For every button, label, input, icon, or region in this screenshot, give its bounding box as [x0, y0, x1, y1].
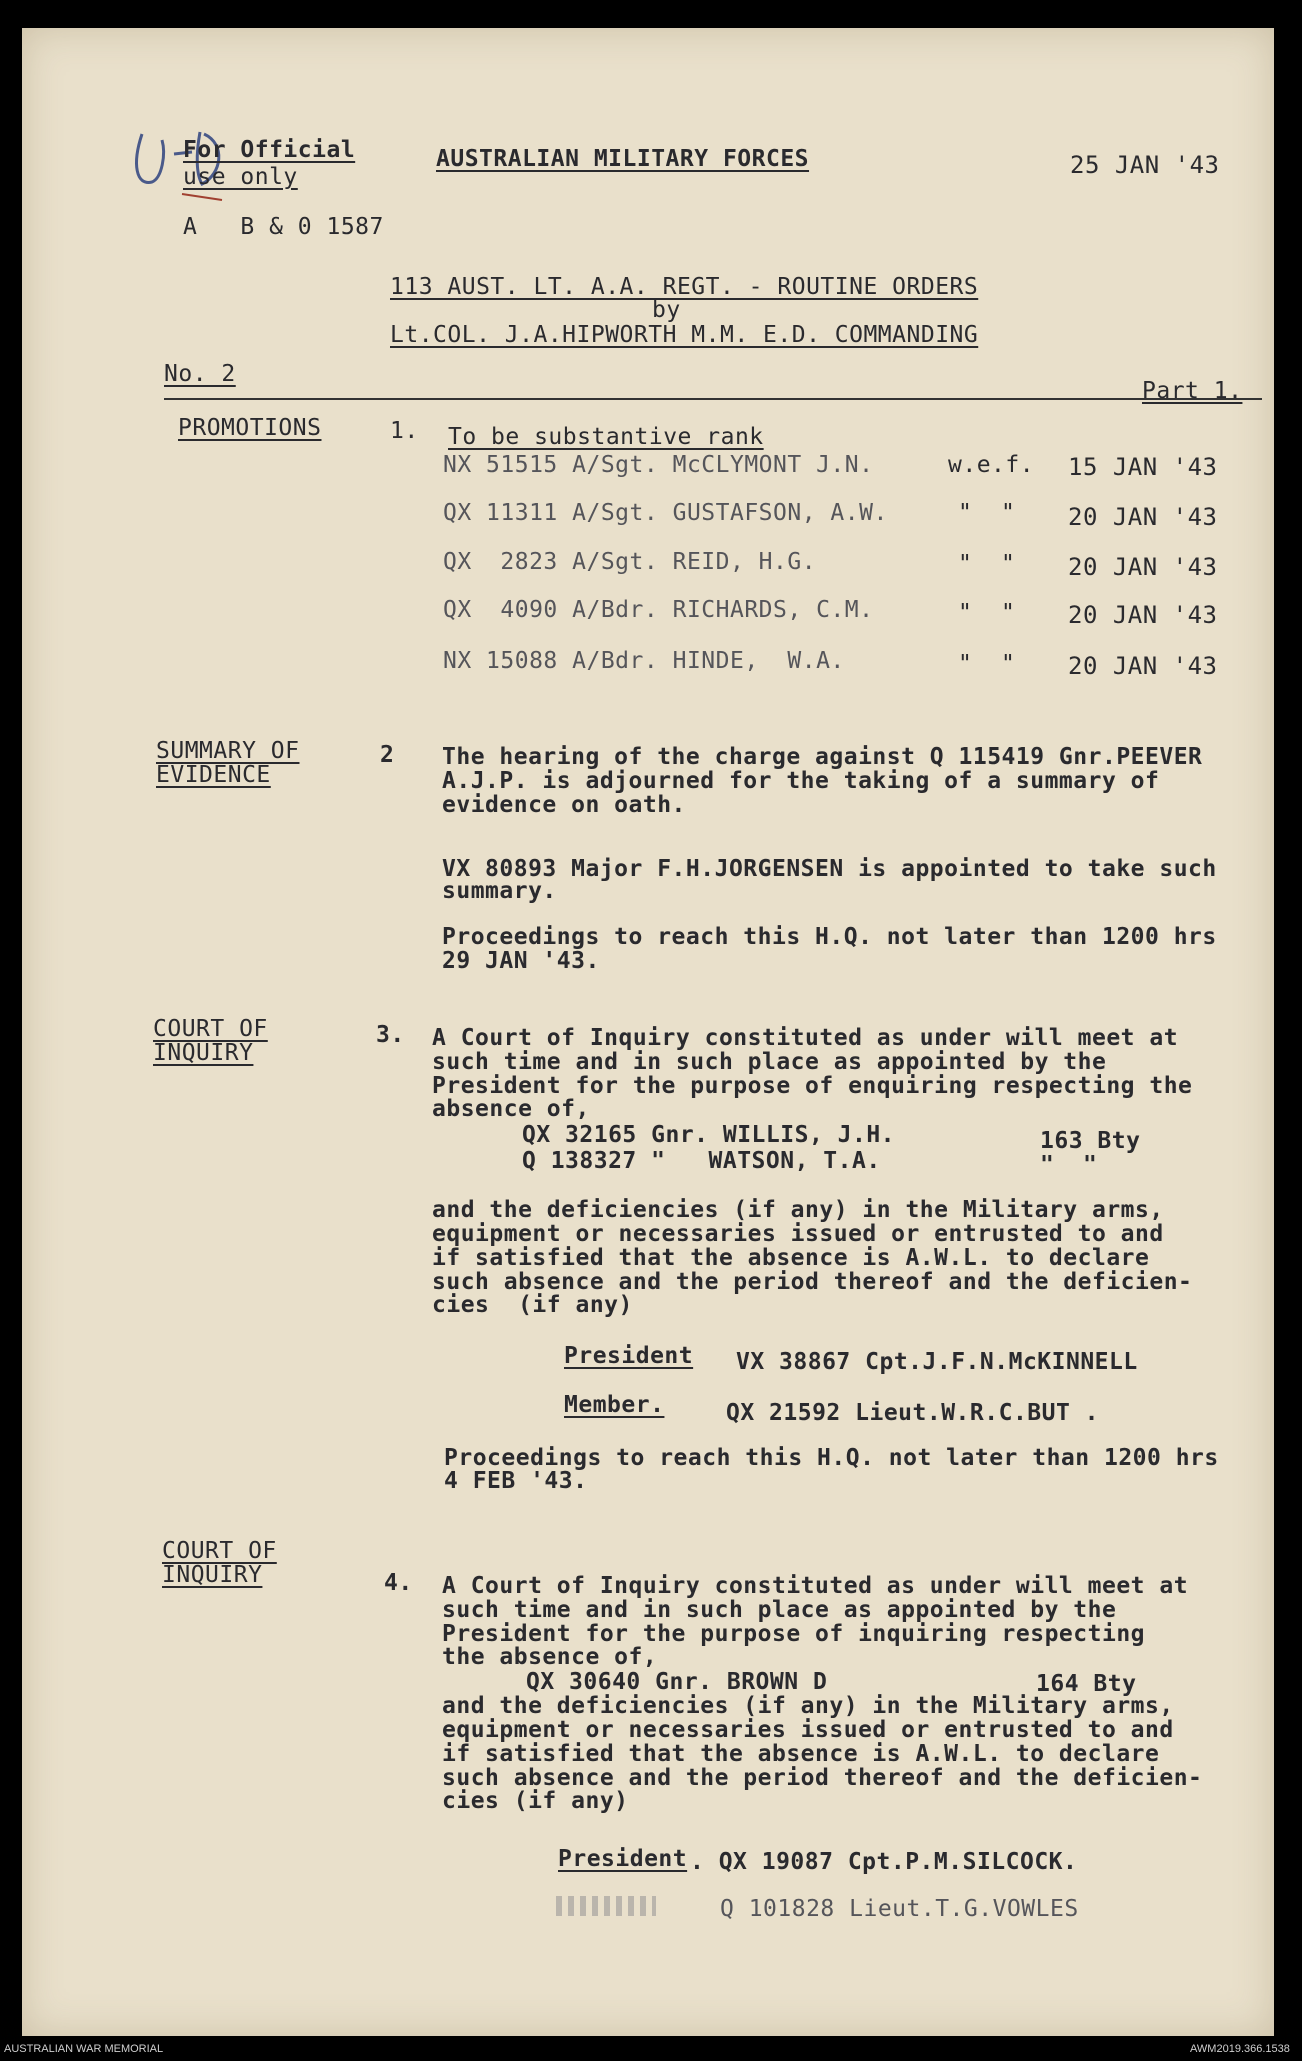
promotions-intro: To be substantive rank — [448, 424, 764, 450]
official-label: For Official — [183, 137, 356, 163]
absentee-unit: 163 Bty — [1040, 1128, 1141, 1154]
summary-line: 29 JAN '43. — [442, 948, 600, 974]
inquiry-line: cies (if any) — [442, 1788, 629, 1814]
footer-archive-name: AUSTRALIAN WAR MEMORIAL — [4, 2043, 164, 2055]
ditto-mark: " " — [958, 600, 1016, 626]
absentee-unit: 164 Bty — [1036, 1671, 1137, 1697]
promotion-date: 15 JAN '43 — [1068, 453, 1218, 481]
summary-heading-2: EVIDENCE — [156, 762, 271, 788]
inquiry-line: A Court of Inquiry constituted as under will meet at — [432, 1025, 1179, 1051]
inquiry-line: equipment or necessaries issued or entrusted to and — [442, 1717, 1174, 1743]
promotion-row: QX 4090 A/Bdr. RICHARDS, C.M. — [443, 597, 874, 623]
by-label: by — [652, 297, 681, 323]
section-3-number: 3. — [376, 1022, 405, 1048]
inquiry-line: 4 FEB '43. — [444, 1468, 588, 1494]
part-label: Part 1. — [1142, 378, 1243, 404]
order-number: No. 2 — [164, 361, 236, 387]
president-name: VX 38867 Cpt.J.F.N.McKINNELL — [736, 1349, 1138, 1375]
inquiry-heading-2: INQUIRY — [153, 1040, 254, 1066]
absentee: QX 30640 Gnr. BROWN D — [526, 1669, 828, 1695]
president-name: . QX 19087 Cpt.P.M.SILCOCK. — [690, 1849, 1078, 1875]
inquiry-line: such absence and the period thereof and the deficien- — [442, 1765, 1203, 1791]
summary-line: evidence on oath. — [442, 792, 686, 818]
inquiry-line: cies (if any) — [432, 1292, 633, 1318]
footer-archive-ref: AWM2019.366.1538 — [1190, 2043, 1290, 2055]
inquiry-line: if satisfied that the absence is A.W.L. to declare — [442, 1741, 1160, 1767]
promotion-date: 20 JAN '43 — [1068, 652, 1218, 680]
commander-line: Lt.COL. J.A.HIPWORTH M.M. E.D. COMMANDING — [390, 322, 979, 348]
section-2-number: 2 — [380, 742, 395, 768]
ditto-mark: " " — [958, 500, 1016, 526]
inquiry-heading-2: INQUIRY — [162, 1562, 263, 1588]
inquiry-line: such time and in such place as appointed by the — [442, 1597, 1117, 1623]
promotion-date: 20 JAN '43 — [1068, 503, 1218, 531]
section-4-number: 4. — [384, 1570, 413, 1596]
promotion-row: QX 11311 A/Sgt. GUSTAFSON, A.W. — [443, 500, 888, 526]
inquiry-line: President for the purpose of inquiring respecting — [442, 1621, 1146, 1647]
inquiry-line: the absence of, — [442, 1644, 658, 1670]
inquiry-line: such absence and the period thereof and the deficien- — [432, 1269, 1193, 1295]
faded-member-label — [556, 1896, 656, 1916]
promotion-row: QX 2823 A/Sgt. REID, H.G. — [443, 549, 817, 575]
member-label: Member. — [564, 1392, 665, 1418]
inquiry-line: equipment or necessaries issued or entrusted to and — [432, 1221, 1164, 1247]
summary-line: Proceedings to reach this H.Q. not later than 1200 hrs — [442, 924, 1217, 950]
document-date: 25 JAN '43 — [1070, 151, 1220, 179]
promotions-heading: PROMOTIONS — [178, 415, 322, 441]
inquiry-line: and the deficiencies (if any) in the Military arms, — [432, 1197, 1164, 1223]
inquiry-line: such time and in such place as appointed by the — [432, 1049, 1107, 1075]
inquiry-line: absence of, — [432, 1096, 590, 1122]
summary-line: VX 80893 Major F.H.JORGENSEN is appointed to take such — [442, 856, 1217, 882]
promotion-date: 20 JAN '43 — [1068, 601, 1218, 629]
member-name: Q 101828 Lieut.T.G.VOWLES — [720, 1896, 1079, 1922]
promotion-date: 20 JAN '43 — [1068, 553, 1218, 581]
section-1-number: 1. — [390, 418, 419, 444]
inquiry-heading: COURT OF — [153, 1016, 268, 1042]
summary-line: summary. — [442, 878, 557, 904]
summary-heading: SUMMARY OF — [156, 738, 300, 764]
president-label: President — [564, 1343, 694, 1369]
organisation-title: AUSTRALIAN MILITARY FORCES — [436, 146, 810, 172]
president-label: President — [558, 1846, 688, 1872]
inquiry-line: President for the purpose of enquiring respecting the — [432, 1073, 1193, 1099]
summary-line: A.J.P. is adjourned for the taking of a summary of — [442, 768, 1160, 794]
absentee: QX 32165 Gnr. WILLIS, J.H. — [522, 1122, 896, 1148]
ditto-mark: " " — [958, 551, 1016, 577]
inquiry-line: A Court of Inquiry constituted as under will meet at — [442, 1573, 1189, 1599]
orders-title: 113 AUST. LT. A.A. REGT. - ROUTINE ORDERS — [390, 274, 979, 300]
member-name: QX 21592 Lieut.W.R.C.BUT . — [726, 1400, 1100, 1426]
wef-label: w.e.f. — [948, 452, 1035, 478]
official-label-2: use only — [183, 164, 298, 190]
inquiry-line: if satisfied that the absence is A.W.L. to declare — [432, 1245, 1150, 1271]
inquiry-line: Proceedings to reach this H.Q. not later than 1200 hrs — [444, 1445, 1219, 1471]
absentee: Q 138327 " WATSON, T.A. — [522, 1148, 881, 1174]
promotion-row: NX 15088 A/Bdr. HINDE, W.A. — [443, 648, 845, 674]
promotion-row: NX 51515 A/Sgt. McCLYMONT J.N. — [443, 452, 874, 478]
inquiry-line: and the deficiencies (if any) in the Military arms, — [442, 1693, 1174, 1719]
summary-line: The hearing of the charge against Q 115419 Gnr.PEEVER — [442, 744, 1203, 770]
absentee-unit: " " — [1040, 1152, 1098, 1178]
ditto-mark: " " — [958, 651, 1016, 677]
divider — [164, 398, 1262, 400]
reference-number: A B & 0 1587 — [183, 214, 384, 240]
inquiry-heading: COURT OF — [162, 1538, 277, 1564]
